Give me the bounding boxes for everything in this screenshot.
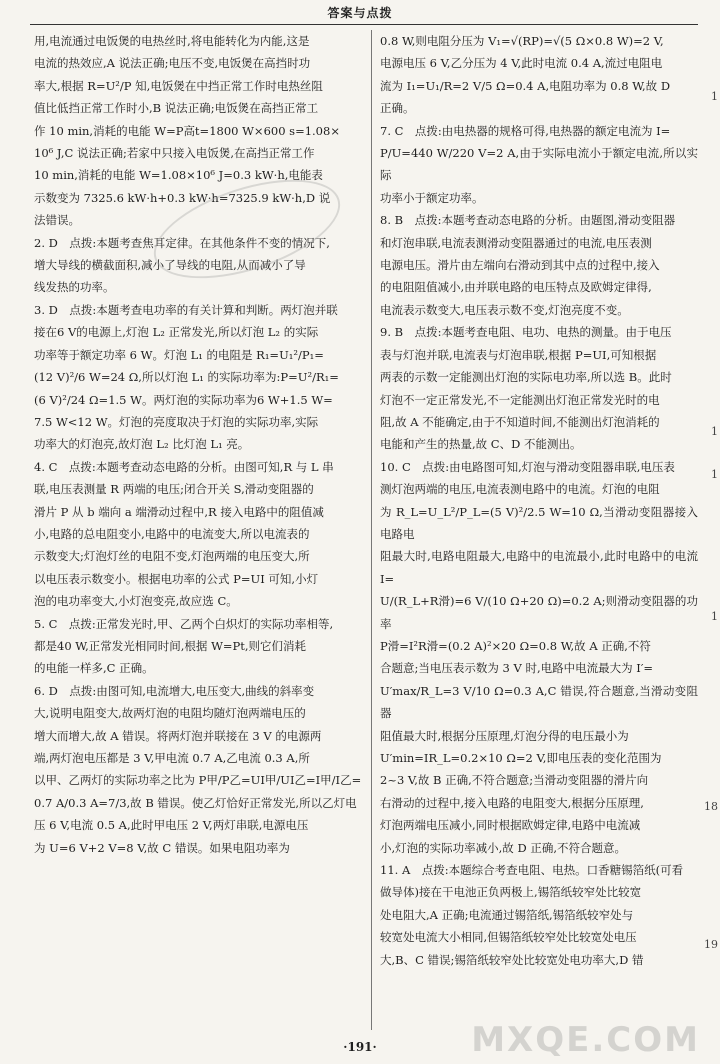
- text-line: 和灯泡串联,电流表测滑动变阻器通过的电流,电压表测: [380, 235, 652, 250]
- text-line: 测灯泡两端的电压,电流表测电路中的电流。灯泡的电阻: [380, 482, 660, 497]
- text-line: 阻值最大时,根据分压原理,灯泡分得的电压最小为: [380, 728, 629, 743]
- watermark-logo: MXQE.COM: [471, 1020, 700, 1060]
- text-line: 法错误。: [34, 213, 80, 228]
- text-line: 0.7 A/0.3 A=7/3,故 B 错误。使乙灯恰好正常发光,所以乙灯电: [34, 795, 357, 810]
- text-line: 作 10 min,消耗的电能 W=P高t=1800 W×600 s=1.08×: [34, 123, 340, 138]
- text-line: 压 6 V,电流 0.5 A,此时甲电压 2 V,两灯串联,电源电压: [34, 818, 309, 833]
- text-line: 11. A 点拨:本题综合考查电阻、电热。口香糖锡箔纸(可看: [380, 863, 684, 878]
- edge-mark: 1: [711, 610, 718, 623]
- text-line: 3. D 点拨:本题考查电功率的有关计算和判断。两灯泡并联: [34, 302, 338, 317]
- text-line: 10. C 点拨:由电路图可知,灯泡与滑动变阻器串联,电压表: [380, 459, 675, 474]
- text-line: 示数变大;灯泡灯丝的电阻不变,灯泡两端的电压变大,所: [34, 549, 310, 564]
- text-line: U′max/R_L=3 V/10 Ω=0.3 A,C 错误,符合题意,当滑动变阻器: [380, 683, 698, 721]
- text-line: 0.8 W,则电阻分压为 V₁=√(RP)=√(5 Ω×0.8 W)=2 V,: [380, 34, 664, 48]
- text-line: 10⁶ J,C 说法正确;若家中只接入电饭煲,在高挡正常工作: [34, 146, 315, 161]
- text-line: 两表的示数一定能测出灯泡的实际电功率,所以选 B。此时: [380, 370, 672, 385]
- text-line: 灯泡不一定正常发光,不一定能测出灯泡正常发光时的电: [380, 392, 660, 407]
- text-line: 灯泡两端电压减小,同时根据欧姆定律,电路中电流减: [380, 818, 641, 833]
- text-line: 以电压表示数变小。根据电功率的公式 P=UI 可知,小灯: [34, 571, 319, 586]
- text-line: U′min=IR_L=0.2×10 Ω=2 V,即电压表的变化范围为: [380, 751, 662, 765]
- text-line: 为 U=6 V+2 V=8 V,故 C 错误。如果电阻功率为: [34, 840, 290, 855]
- text-line: 合题意;当电压表示数为 3 V 时,电路中电流最大为 I′=: [380, 661, 654, 676]
- text-line: 小,灯泡的实际功率减小,故 D 正确,不符合题意。: [380, 840, 626, 855]
- text-line: 用,电流通过电饭煲的电热丝时,将电能转化为内能,这是: [34, 34, 310, 48]
- text-line: 右滑动的过程中,接入电路的电阻变大,根据分压原理,: [380, 795, 644, 810]
- page-header: [0, 0, 720, 28]
- text-line: 小,电路的总电阻变小,电路中的电流变大,所以电流表的: [34, 526, 310, 541]
- text-line: 的电能一样多,C 正确。: [34, 661, 154, 676]
- text-line: (12 V)²/6 W=24 Ω,所以灯泡 L₁ 的实际功率为:P=U²/R₁=: [34, 370, 339, 385]
- text-line: 增大导线的横截面积,减小了导线的电阻,从而减小了导: [34, 258, 306, 273]
- text-line: 做导体)接在干电池正负两极上,锡箔纸较窄处比较宽: [380, 885, 642, 900]
- edge-mark: 18: [704, 800, 718, 813]
- text-line: 都是40 W,正常发光相同时间,根据 W=Pt,则它们消耗: [34, 638, 307, 653]
- text-line: 正确。: [380, 101, 415, 116]
- text-line: 功率大的灯泡亮,故灯泡 L₂ 比灯泡 L₁ 亮。: [34, 437, 250, 452]
- text-line: 电源电压。滑片由左端向右滑动到其中点的过程中,接入: [380, 258, 660, 273]
- column-divider: [371, 30, 372, 1030]
- text-line: P滑=I²R滑=(0.2 A)²×20 Ω=0.8 W,故 A 正确,不符: [380, 638, 651, 653]
- text-line: U/(R_L+R滑)=6 V/(10 Ω+20 Ω)=0.2 A;则滑动变阻器的功率: [380, 594, 698, 631]
- text-line: (6 V)²/24 Ω=1.5 W。两灯泡的实际功率为6 W+1.5 W=: [34, 392, 333, 407]
- text-line: 电能和产生的热量,故 C、D 不能测出。: [380, 437, 582, 452]
- edge-mark: 19: [704, 938, 718, 951]
- text-line: 线发热的功率。: [34, 280, 115, 295]
- text-line: 7.5 W<12 W。灯泡的亮度取决于灯泡的实际功率,实际: [34, 414, 319, 429]
- text-line: 8. B 点拨:本题考查动态电路的分析。由题图,滑动变阻器: [380, 213, 676, 228]
- text-line: 功率等于额定功率 6 W。灯泡 L₁ 的电阻是 R₁=U₁²/P₁=: [34, 347, 324, 362]
- text-line: 滑片 P 从 b 端向 a 端滑动过程中,R 接入电路中的阻值减: [34, 504, 324, 519]
- text-line: 9. B 点拨:本题考查电阻、电功、电热的测量。由于电压: [380, 325, 672, 340]
- right-column: [380, 30, 698, 971]
- text-line: 10 min,消耗的电能 W=1.08×10⁶ J=0.3 kW·h,电能表: [34, 168, 323, 183]
- text-line: 7. C 点拨:由电热器的规格可得,电热器的额定电流为 I=: [380, 123, 671, 138]
- text-line: 电源电压 6 V,乙分压为 4 V,此时电流 0.4 A,流过电阻电: [380, 56, 663, 71]
- text-line: 泡的电功率变大,小灯泡变亮,故应选 C。: [34, 594, 238, 609]
- text-line: 阻,故 A 不能确定,由于不知道时间,不能测出灯泡消耗的: [380, 414, 660, 429]
- text-line: 2. D 点拨:本题考查焦耳定律。在其他条件不变的情况下,: [34, 235, 330, 250]
- text-line: 联,电压表测量 R 两端的电压;闭合开关 S,滑动变阻器的: [34, 482, 314, 497]
- text-line: 的电阻阻值减小,由并联电路的电压特点及欧姆定律得,: [380, 280, 652, 295]
- text-line: P/U=440 W/220 V=2 A,由于实际电流小于额定电流,所以实际: [380, 146, 698, 183]
- text-line: 阻最大时,电路电阻最大,电路中的电流最小,此时电路中的电流 I=: [380, 549, 698, 586]
- text-line: 6. D 点拨:由图可知,电流增大,电压变大,曲线的斜率变: [34, 683, 315, 698]
- text-line: 值比低挡正常工作时小,B 说法正确;电饭煲在高挡正常工: [34, 101, 319, 116]
- text-line: 为 R_L=U_L²/P_L=(5 V)²/2.5 W=10 Ω,当滑动变阻器接入电路电: [380, 504, 698, 541]
- text-line: 示数变为 7325.6 kW·h+0.3 kW·h=7325.9 kW·h,D 说: [34, 190, 331, 205]
- header-title: 答案与点拨: [327, 6, 393, 20]
- text-line: 接在6 V的电源上,灯泡 L₂ 正常发光,所以灯泡 L₂ 的实际: [34, 325, 319, 340]
- text-line: 电流表示数变大,电压表示数不变,灯泡亮度不变。: [380, 302, 629, 317]
- text-line: 端,两灯泡电压都是 3 V,甲电流 0.7 A,乙电流 0.3 A,所: [34, 751, 310, 765]
- text-line: 电流的热效应,A 说法正确;电压不变,电饭煲在高挡时功: [34, 56, 311, 71]
- left-column: [34, 30, 364, 859]
- text-line: 大,B、C 错误;锡箔纸较窄处比较宽处电功率大,D 错: [380, 952, 644, 967]
- text-line: 增大而增大,故 A 错误。将两灯泡并联接在 3 V 的电源两: [34, 728, 322, 743]
- text-line: 表与灯泡并联,电流表与灯泡串联,根据 P=UI,可知根据: [380, 347, 657, 362]
- text-line: 功率小于额定功率。: [380, 190, 484, 205]
- text-line: 较宽处电流大小相同,但锡箔纸较窄处比较宽处电压: [380, 930, 637, 945]
- text-line: 处电阻大,A 正确;电流通过锡箔纸,锡箔纸较窄处与: [380, 907, 634, 922]
- edge-mark: 1: [711, 90, 718, 103]
- text-line: 率大,根据 R=U²/P 知,电饭煲在中挡正常工作时电热丝阻: [34, 78, 323, 93]
- text-line: 大,说明电阻变大,故两灯泡的电阻均随灯泡两端电压的: [34, 706, 306, 721]
- page-number: ·191·: [343, 1040, 377, 1054]
- text-line: 流为 I₁=U₁/R=2 V/5 Ω=0.4 A,电阻功率为 0.8 W,故 D: [380, 78, 671, 93]
- text-line: 5. C 点拨:正常发光时,甲、乙两个白炽灯的实际功率相等,: [34, 616, 334, 631]
- text-line: 4. C 点拨:本题考查动态电路的分析。由图可知,R 与 L 串: [34, 459, 334, 474]
- text-line: 2~3 V,故 B 正确,不符合题意;当滑动变阻器的滑片向: [380, 773, 649, 788]
- edge-mark: 1: [711, 468, 718, 481]
- edge-mark: 1: [711, 425, 718, 438]
- text-line: 以甲、乙两灯的实际功率之比为 P甲/P乙=UI甲/UI乙=I甲/I乙=: [34, 773, 362, 788]
- header-rule: [30, 24, 698, 25]
